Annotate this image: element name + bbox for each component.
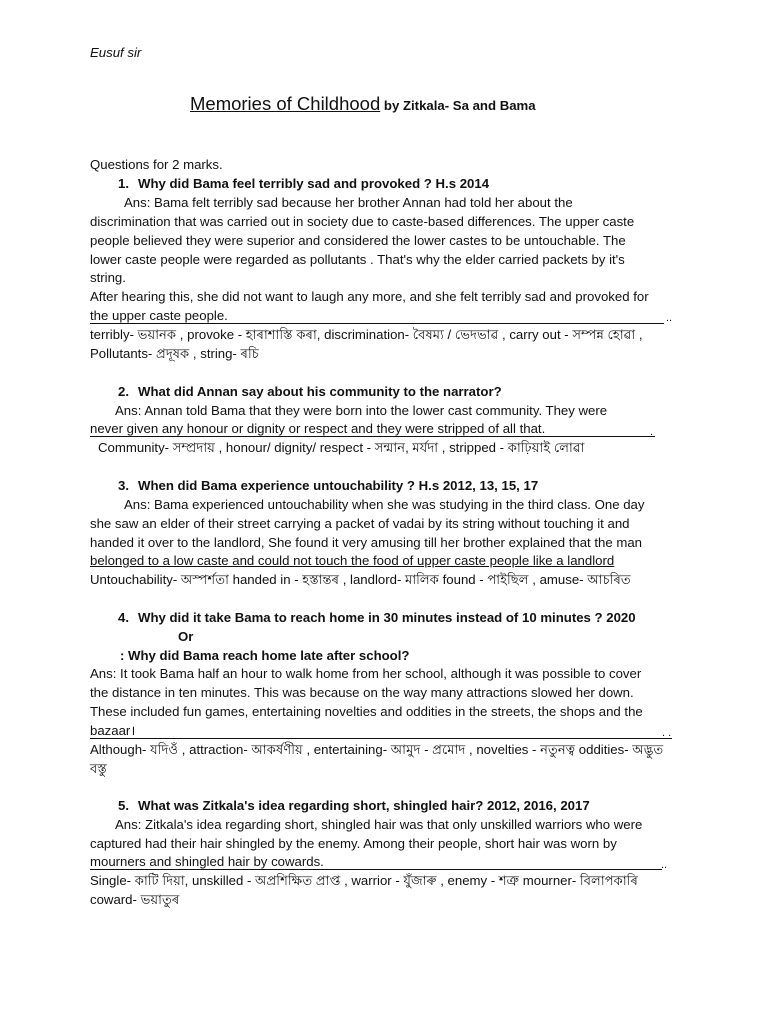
- q5-end-mark: ..: [661, 859, 668, 871]
- q1-answer-line-6: After hearing this, she did not want to laugh any more, and she felt terribly sad and provoked for: [90, 289, 649, 304]
- q1-underline: [90, 323, 664, 324]
- q3-answer-line-4: belonged to a low caste and could not touch the food of upper caste people like a landlord: [90, 553, 615, 568]
- question-4-number: 4.: [118, 610, 129, 625]
- question-2-number: 2.: [118, 384, 129, 399]
- q5-answer-line-1: Ans: Zitkala's idea regarding short, shingled hair was that only unskilled warriors who were: [115, 817, 643, 832]
- q2-vocab-line-1: Community- সম্প্ৰদায় , honour/ dignity/ respect - সন্মান, মৰ্যদা , stripped - কাঢ়িয়াই লোৱা: [98, 440, 585, 455]
- q4-vocab-line-1: Although- যদিওঁ , attraction- আকৰ্ষণীয় , entertaining- আমুদ - প্ৰমোদ , novelties - নতুনত্ব oddities- অদ্ভুত: [90, 742, 664, 757]
- q2-end-mark: .: [650, 426, 654, 438]
- q5-vocab-line-1: Single- কাটি দিয়া, unskilled - অপ্ৰশিক্ষিত প্ৰাপ্ত , warrior - যুঁজাৰু , enemy - শত্ৰু mourner- বিলাপকাৰি: [90, 873, 638, 888]
- question-3-number: 3.: [118, 478, 129, 493]
- question-5: [118, 797, 590, 815]
- intro-text: Questions for 2 marks.: [90, 157, 223, 172]
- question-2: [118, 383, 502, 401]
- q1-end-mark: ..: [666, 312, 673, 324]
- q4-end-mark: . .: [662, 727, 672, 739]
- question-4-or: Or: [178, 629, 194, 644]
- q2-underline: [90, 436, 655, 437]
- q1-answer-line-3: people believed they were superior and considered the lower castes to be untouchable. The: [90, 233, 626, 248]
- q4-vocab-line-2: বস্তু: [90, 761, 107, 776]
- question-3-text: When did Bama experience untouchability ? H.s 2012, 13, 15, 17: [138, 478, 539, 493]
- question-4: [118, 609, 636, 627]
- q1-vocab-line-2: Pollutants- প্ৰদূষক , string- ৰচি: [90, 346, 259, 361]
- q3-vocab-line-1: Untouchability- অস্পৰ্শতা handed in - হস্তান্তৰ , landlord- মালিক found - পাইছিল , amuse- আচৰিত: [90, 572, 631, 587]
- question-2-text: What did Annan say about his community to the narrator?: [138, 384, 502, 399]
- document-title: Memories of Childhood: [190, 93, 381, 114]
- q3-answer-line-2: she saw an elder of their street carrying a packet of vadai by its string without touching it and: [90, 516, 630, 531]
- question-1-text: Why did Bama feel terribly sad and provoked ? H.s 2014: [138, 176, 490, 191]
- q2-answer-line-1: Ans: Annan told Bama that they were born into the lower cast community. They were: [115, 403, 608, 418]
- q5-underline: [90, 869, 662, 870]
- question-4-alt: : Why did Bama reach home late after school?: [120, 648, 410, 663]
- author-name: Eusuf sir: [90, 45, 142, 60]
- q1-answer-line-1: Ans: Bama felt terribly sad because her brother Annan had told her about the: [124, 195, 573, 210]
- q5-vocab-line-2: coward- ভয়াতুৰ: [90, 892, 180, 907]
- q1-answer-line-2: discrimination that was carried out in society due to caste-based differences. The upper caste: [90, 214, 635, 229]
- document-title-row: [190, 93, 536, 115]
- q3-answer-line-1: Ans: Bama experienced untouchability when she was studying in the third class. One day: [124, 497, 645, 512]
- document-subtitle: by Zitkala- Sa and Bama: [383, 98, 536, 113]
- q5-answer-line-2: captured had their hair shingled by the enemy. Among their people, short hair was worn by: [90, 836, 617, 851]
- q4-answer-line-4: bazaar।: [90, 723, 136, 738]
- q4-answer-line-3: These included fun games, entertaining novelties and oddities in the streets, the shops and the: [90, 704, 643, 719]
- q3-answer-line-3: handed it over to the landlord, She found it very amusing till her brother explained that the man: [90, 535, 643, 550]
- question-5-text: What was Zitkala's idea regarding short, shingled hair? 2012, 2016, 2017: [138, 798, 590, 813]
- q4-underline: [90, 738, 672, 739]
- question-3: [118, 477, 538, 495]
- q2-answer-line-2: never given any honour or dignity or respect and they were stripped of all that.: [90, 421, 546, 436]
- q5-answer-line-3: mourners and shingled hair by cowards.: [90, 854, 324, 869]
- q1-answer-line-5: string.: [90, 270, 126, 285]
- q4-answer-line-1: Ans: It took Bama half an hour to walk home from her school, although it was possible to cover: [90, 666, 642, 681]
- q1-answer-line-4: lower caste people were regarded as pollutants . That's why the elder carried packets by it's: [90, 252, 625, 267]
- question-1-number: 1.: [118, 176, 129, 191]
- question-4-text: Why did it take Bama to reach home in 30 minutes instead of 10 minutes ? 2020: [138, 610, 636, 625]
- q1-answer-line-7: the upper caste people.: [90, 308, 228, 323]
- q1-vocab-line-1: terribly- ভয়ানক , provoke - হাৰাশাস্তি কৰা, discrimination- বৈষম্য / ভেদভাৱ , carry out - সম্পন্ন হোৱা ,: [90, 327, 643, 342]
- question-5-number: 5.: [118, 798, 129, 813]
- q4-answer-line-2: the distance in ten minutes. This was because on the way many attractions slowed her down.: [90, 685, 634, 700]
- question-1: [118, 175, 489, 193]
